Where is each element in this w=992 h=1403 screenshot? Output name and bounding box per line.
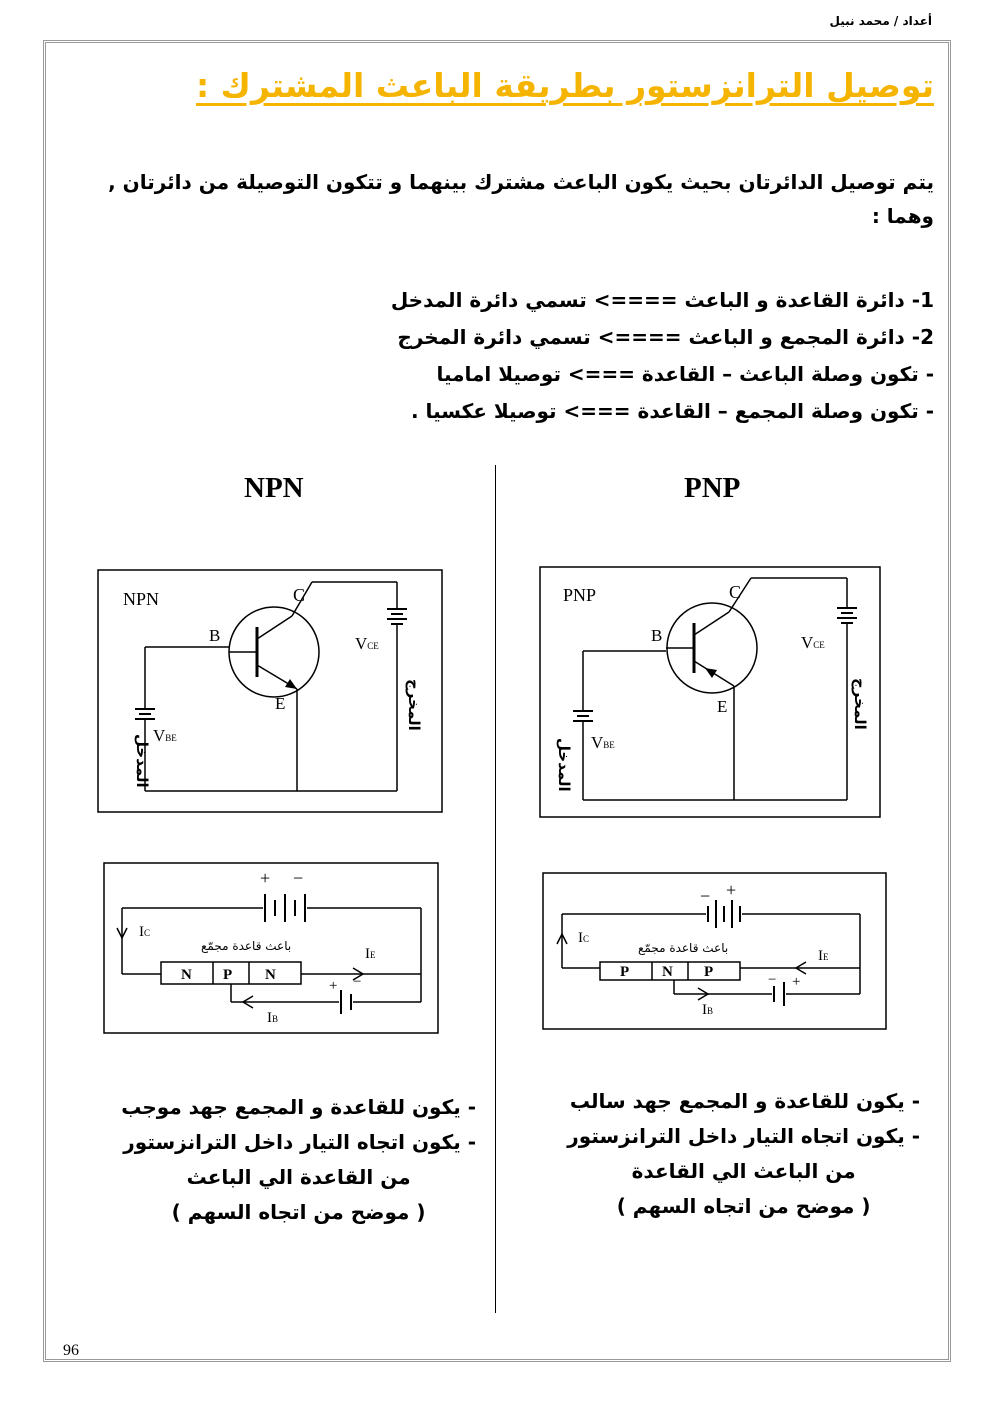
pnp-circuit-diagram bbox=[539, 566, 881, 818]
npn-circuit-diagram bbox=[97, 569, 443, 813]
pnp-base-label: B bbox=[651, 626, 663, 645]
pnp-emitter-arrow bbox=[705, 668, 717, 678]
npn-layer-collector: N bbox=[265, 967, 276, 983]
npn-block-diagram bbox=[103, 862, 439, 1034]
npn-layer-base: P bbox=[223, 967, 233, 983]
npn-note-3: من القاعدة الي الباعث bbox=[186, 1165, 411, 1189]
points-list bbox=[134, 282, 934, 430]
pnp-output-label: المخرج bbox=[851, 678, 869, 730]
npn-block-minus: − bbox=[293, 868, 304, 888]
pnp-regions-label: باعث قاعدة مجمّع bbox=[638, 941, 729, 955]
point-2: 2- دائرة المجمع و الباعث ====> تسمي دائرة المخرج bbox=[397, 325, 934, 349]
pnp-note-3: من الباعث الي القاعدة bbox=[631, 1159, 856, 1183]
npn-vce-battery bbox=[387, 609, 407, 624]
pnp-notes bbox=[567, 1084, 920, 1224]
pnp-vce-label: VCE bbox=[801, 633, 825, 652]
pnp-vbe-label: VBE bbox=[591, 733, 615, 752]
npn-ic-label: IC bbox=[139, 924, 151, 940]
pnp-note-4: ( موضح من اتجاه السهم ) bbox=[616, 1194, 871, 1218]
npn-vbe-battery bbox=[135, 709, 155, 719]
pnp-vbe-battery bbox=[573, 711, 593, 721]
npn-block-plus: + bbox=[260, 868, 271, 888]
npn-ib-label: IB bbox=[267, 1010, 279, 1026]
npn-output-label: المخرج bbox=[405, 679, 423, 731]
page-title: توصيل الترانزستور بطريقة الباعث المشترك : bbox=[196, 66, 934, 105]
pnp-emitter-label: E bbox=[717, 697, 728, 716]
npn-regions-label: باعث قاعدة مجمّع bbox=[201, 939, 292, 953]
intro-paragraph: يتم توصيل الدائرتان بحيث يكون الباعث مشترك بينهما و تتكون التوصيلة من دائرتان , وهما : bbox=[108, 170, 934, 228]
pnp-layer-emitter: P bbox=[620, 964, 630, 980]
pnp-ib-label: IB bbox=[702, 1002, 714, 1018]
pnp-top-battery bbox=[708, 900, 740, 928]
pnp-layer-base: N bbox=[662, 964, 673, 980]
page-number: 96 bbox=[63, 1342, 79, 1359]
npn-collector-label: C bbox=[293, 585, 306, 605]
pnp-note-2: - يكون اتجاه التيار داخل الترانزستور bbox=[567, 1124, 920, 1148]
pnp-ic-label: IC bbox=[578, 930, 590, 946]
npn-bottom-minus: − bbox=[353, 974, 362, 990]
npn-note-4: ( موضح من اتجاه السهم ) bbox=[171, 1200, 426, 1224]
npn-layer-emitter: N bbox=[181, 967, 192, 983]
author-credit: أعداد / محمد نبيل bbox=[829, 14, 932, 28]
npn-top-battery bbox=[265, 894, 305, 922]
pnp-block-minus: − bbox=[700, 886, 711, 906]
pnp-bottom-plus: + bbox=[792, 974, 801, 990]
pnp-block-diagram bbox=[542, 872, 887, 1030]
pnp-input-label: المدخل bbox=[555, 738, 573, 792]
npn-bottom-plus: + bbox=[329, 978, 338, 994]
npn-ie-label: IE bbox=[365, 946, 376, 962]
pnp-block-plus: + bbox=[726, 880, 737, 900]
pnp-bottom-minus: − bbox=[768, 972, 777, 988]
npn-input-label: المدخل bbox=[133, 734, 151, 788]
pnp-type-label: PNP bbox=[563, 585, 597, 605]
pnp-collector-label: C bbox=[729, 582, 742, 602]
point-3: - تكون وصلة الباعث – القاعدة ===> توصيلا اماميا bbox=[436, 362, 934, 386]
npn-vbe-label: VBE bbox=[153, 726, 177, 745]
npn-type-label: NPN bbox=[123, 589, 160, 609]
pnp-ie-label: IE bbox=[818, 948, 829, 964]
pnp-vce-battery bbox=[837, 608, 857, 623]
pnp-layer-collector: P bbox=[704, 964, 714, 980]
point-4: - تكون وصلة المجمع – القاعدة ===> توصيلا عكسيا . bbox=[411, 399, 934, 423]
npn-note-2: - يكون اتجاه التيار داخل الترانزستور bbox=[123, 1130, 476, 1154]
npn-base-label: B bbox=[209, 626, 221, 645]
point-1: 1- دائرة القاعدة و الباعث ====> تسمي دائرة المدخل bbox=[390, 288, 934, 312]
npn-bottom-battery bbox=[341, 990, 351, 1014]
npn-heading: NPN bbox=[244, 472, 304, 504]
column-divider bbox=[495, 465, 496, 1313]
pnp-heading: PNP bbox=[684, 472, 741, 504]
pnp-note-1: - يكون للقاعدة و المجمع جهد سالب bbox=[569, 1089, 920, 1113]
npn-note-1: - يكون للقاعدة و المجمع جهد موجب bbox=[121, 1095, 476, 1119]
npn-emitter-label: E bbox=[275, 694, 286, 713]
npn-notes bbox=[121, 1090, 476, 1230]
npn-vce-label: VCE bbox=[355, 634, 379, 653]
npn-emitter-arrow bbox=[285, 679, 297, 689]
